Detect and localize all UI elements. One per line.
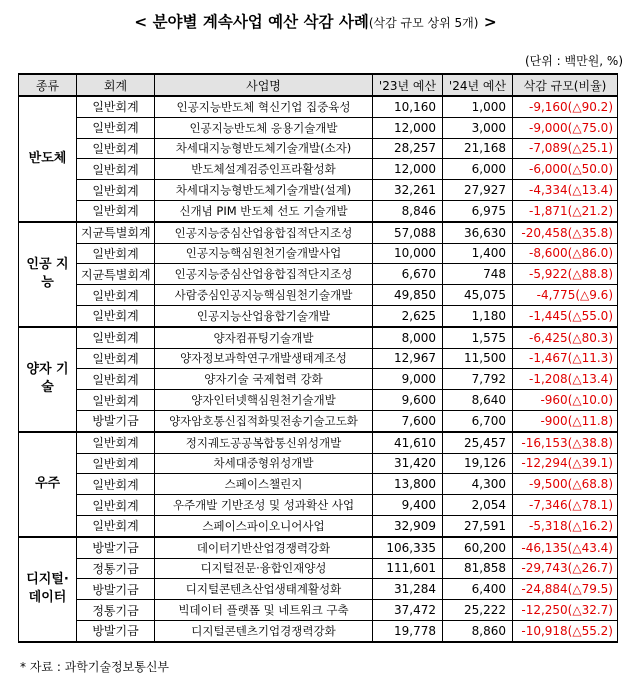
cut-size-cell: -5,318(△16.2) [513,515,618,536]
cut-size-cell: -960(△10.0) [513,390,618,411]
budget-2024-cell: 8,860 [443,620,513,641]
title-close: > [478,13,497,31]
table-row [19,327,618,348]
cut-size-cell: -12,294(△39.1) [513,453,618,474]
table-row [19,600,618,621]
header-category: 종류 [19,74,77,96]
table-row [19,200,618,221]
title-sub: (삭감 규모 상위 5개) [368,16,479,30]
cut-size-cell: -24,884(△79.5) [513,579,618,600]
table-row [19,515,618,536]
budget-2023-cell: 12,000 [373,159,443,180]
budget-2023-cell: 9,600 [373,390,443,411]
table-row [19,264,618,285]
budget-2024-cell: 36,630 [443,222,513,243]
cut-size-cell: -9,000(△75.0) [513,117,618,138]
project-name-cell: 데이터기반산업경쟁력강화 [155,537,373,558]
account-cell: 일반회계 [77,138,155,159]
budget-2024-cell: 45,075 [443,285,513,306]
budget-2024-cell: 6,000 [443,159,513,180]
cut-size-cell: -10,918(△55.2) [513,620,618,641]
account-cell: 일반회계 [77,495,155,516]
budget-2023-cell: 37,472 [373,600,443,621]
budget-2024-cell: 6,975 [443,200,513,221]
cut-size-cell: -1,467(△11.3) [513,348,618,369]
budget-2024-cell: 1,400 [443,243,513,264]
table-row [19,159,618,180]
source-note: * 자료 : 과학기술정보통신부 [20,660,169,674]
budget-2023-cell: 9,400 [373,495,443,516]
budget-2024-cell: 6,700 [443,410,513,431]
cut-size-cell: -6,425(△80.3) [513,327,618,348]
account-cell: 방발기금 [77,620,155,641]
budget-2024-cell: 25,222 [443,600,513,621]
table-row [19,432,618,453]
project-name-cell: 정지궤도공공복합통신위성개발 [155,432,373,453]
title-main: < 분야별 계속사업 예산 삭감 사례 [134,13,369,31]
table-row [19,453,618,474]
header-cut-size: 삭감 규모(비율) [513,74,618,96]
project-name-cell: 양자암호통신집적화및전송기술고도화 [155,410,373,431]
table-row [19,620,618,641]
cut-size-cell: -1,445(△55.0) [513,305,618,326]
account-cell: 일반회계 [77,305,155,326]
project-name-cell: 양자정보과학연구개발생태계조성 [155,348,373,369]
account-cell: 방발기금 [77,579,155,600]
account-cell: 일반회계 [77,327,155,348]
budget-2024-cell: 21,168 [443,138,513,159]
budget-2024-cell: 4,300 [443,474,513,495]
cut-size-cell: -12,250(△32.7) [513,600,618,621]
table-header-row [19,74,618,96]
project-name-cell: 스페이스파이오니어사업 [155,515,373,536]
table-row [19,558,618,579]
cut-size-cell: -7,346(△78.1) [513,495,618,516]
table-row [19,474,618,495]
table-row [19,305,618,326]
table-row [19,410,618,431]
group-label: 디지털· 데이터 [19,537,77,642]
page-title [0,10,631,32]
header-account: 회계 [77,74,155,96]
project-name-cell: 차세대지능형반도체기술개발(설계) [155,180,373,201]
budget-2023-cell: 57,088 [373,222,443,243]
table-row [19,495,618,516]
table-row [19,579,618,600]
project-name-cell: 인공지능산업융합기술개발 [155,305,373,326]
budget-2024-cell: 6,400 [443,579,513,600]
budget-2023-cell: 2,625 [373,305,443,326]
project-name-cell: 디지털콘텐츠산업생태계활성화 [155,579,373,600]
budget-2023-cell: 8,846 [373,200,443,221]
budget-2024-cell: 7,792 [443,369,513,390]
project-name-cell: 양자컴퓨팅기술개발 [155,327,373,348]
project-name-cell: 인공지능중심산업융합집적단지조성 [155,264,373,285]
budget-2023-cell: 13,800 [373,474,443,495]
account-cell: 일반회계 [77,96,155,117]
table-row [19,369,618,390]
account-cell: 일반회계 [77,243,155,264]
project-name-cell: 반도체설계검증인프라활성화 [155,159,373,180]
header-budget-2023: '23년 예산 [373,74,443,96]
account-cell: 지균특별회계 [77,222,155,243]
project-name-cell: 인공지능중심산업융합집적단지조성 [155,222,373,243]
budget-2024-cell: 1,000 [443,96,513,117]
project-name-cell: 인공지능반도체 응용기술개발 [155,117,373,138]
account-cell: 지균특별회계 [77,264,155,285]
cut-size-cell: -7,089(△25.1) [513,138,618,159]
budget-2024-cell: 25,457 [443,432,513,453]
cut-size-cell: -4,775(△9.6) [513,285,618,306]
account-cell: 방발기금 [77,537,155,558]
budget-2023-cell: 12,000 [373,117,443,138]
project-name-cell: 우주개발 기반조성 및 성과확산 사업 [155,495,373,516]
budget-2023-cell: 32,909 [373,515,443,536]
table-row [19,117,618,138]
budget-2023-cell: 9,000 [373,369,443,390]
table-row [19,537,618,558]
table-row [19,96,618,117]
budget-2023-cell: 12,967 [373,348,443,369]
project-name-cell: 신개념 PIM 반도체 선도 기술개발 [155,200,373,221]
project-name-cell: 차세대중형위성개발 [155,453,373,474]
cut-size-cell: -16,153(△38.8) [513,432,618,453]
budget-2024-cell: 60,200 [443,537,513,558]
account-cell: 일반회계 [77,117,155,138]
budget-2024-cell: 81,858 [443,558,513,579]
unit-note: (단위 : 백만원, %) [524,54,623,68]
cut-size-cell: -9,500(△68.8) [513,474,618,495]
budget-cut-table [18,73,618,643]
account-cell: 일반회계 [77,474,155,495]
account-cell: 일반회계 [77,200,155,221]
cut-size-cell: -29,743(△26.7) [513,558,618,579]
cut-size-cell: -46,135(△43.4) [513,537,618,558]
budget-2023-cell: 7,600 [373,410,443,431]
cut-size-cell: -1,208(△13.4) [513,369,618,390]
budget-2024-cell: 8,640 [443,390,513,411]
budget-2023-cell: 49,850 [373,285,443,306]
account-cell: 일반회계 [77,453,155,474]
budget-2023-cell: 10,000 [373,243,443,264]
budget-2023-cell: 28,257 [373,138,443,159]
group-label: 우주 [19,432,77,537]
project-name-cell: 디지털전문·융합인재양성 [155,558,373,579]
cut-size-cell: -20,458(△35.8) [513,222,618,243]
budget-2024-cell: 748 [443,264,513,285]
table-row [19,180,618,201]
cut-size-cell: -1,871(△21.2) [513,200,618,221]
cut-size-cell: -900(△11.8) [513,410,618,431]
header-project: 사업명 [155,74,373,96]
budget-2023-cell: 8,000 [373,327,443,348]
project-name-cell: 차세대지능형반도체기술개발(소자) [155,138,373,159]
account-cell: 일반회계 [77,369,155,390]
account-cell: 정통기금 [77,558,155,579]
budget-2024-cell: 1,575 [443,327,513,348]
project-name-cell: 양자인터넷핵심원천기술개발 [155,390,373,411]
project-name-cell: 사람중심인공지능핵심원천기술개발 [155,285,373,306]
account-cell: 일반회계 [77,180,155,201]
budget-2023-cell: 19,778 [373,620,443,641]
account-cell: 일반회계 [77,348,155,369]
budget-2023-cell: 106,335 [373,537,443,558]
group-label: 반도체 [19,96,77,222]
cut-size-cell: -9,160(△90.2) [513,96,618,117]
account-cell: 일반회계 [77,390,155,411]
cut-size-cell: -5,922(△88.8) [513,264,618,285]
budget-2023-cell: 31,284 [373,579,443,600]
account-cell: 일반회계 [77,285,155,306]
account-cell: 정통기금 [77,600,155,621]
budget-2024-cell: 1,180 [443,305,513,326]
header-budget-2024: '24년 예산 [443,74,513,96]
account-cell: 일반회계 [77,159,155,180]
group-label: 인공 지능 [19,222,77,327]
budget-2023-cell: 10,160 [373,96,443,117]
table-row [19,138,618,159]
budget-2024-cell: 27,591 [443,515,513,536]
cut-size-cell: -8,600(△86.0) [513,243,618,264]
table-row [19,285,618,306]
budget-2024-cell: 3,000 [443,117,513,138]
budget-2023-cell: 32,261 [373,180,443,201]
budget-2024-cell: 2,054 [443,495,513,516]
table-row [19,348,618,369]
table-row [19,243,618,264]
budget-2024-cell: 11,500 [443,348,513,369]
project-name-cell: 스페이스챌린지 [155,474,373,495]
budget-2023-cell: 41,610 [373,432,443,453]
budget-2024-cell: 27,927 [443,180,513,201]
project-name-cell: 인공지능핵심원천기술개발사업 [155,243,373,264]
table-row [19,222,618,243]
table-row [19,390,618,411]
account-cell: 방발기금 [77,410,155,431]
group-label: 양자 기술 [19,327,77,432]
project-name-cell: 양자기술 국제협력 강화 [155,369,373,390]
project-name-cell: 빅데이터 플랫폼 및 네트워크 구축 [155,600,373,621]
budget-2023-cell: 6,670 [373,264,443,285]
budget-2023-cell: 111,601 [373,558,443,579]
project-name-cell: 디지털콘텐츠기업경쟁력강화 [155,620,373,641]
budget-2023-cell: 31,420 [373,453,443,474]
budget-2024-cell: 19,126 [443,453,513,474]
cut-size-cell: -4,334(△13.4) [513,180,618,201]
cut-size-cell: -6,000(△50.0) [513,159,618,180]
account-cell: 일반회계 [77,432,155,453]
account-cell: 일반회계 [77,515,155,536]
table-body [19,96,618,642]
project-name-cell: 인공지능반도체 혁신기업 집중육성 [155,96,373,117]
